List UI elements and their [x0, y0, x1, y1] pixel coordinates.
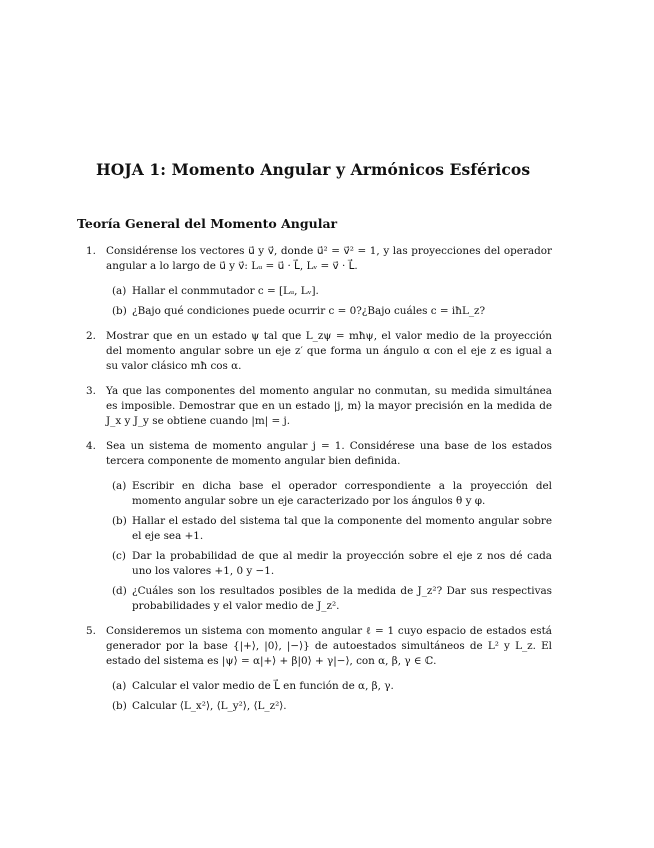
subproblem-label: (a)	[112, 680, 127, 692]
problem-4	[86, 439, 552, 614]
subproblem-label: (a)	[112, 480, 127, 492]
problem-number: 4.	[86, 440, 96, 452]
subproblem-label: (b)	[112, 305, 127, 317]
problem-5	[86, 624, 552, 714]
subproblem-5b	[112, 699, 552, 714]
subproblem-label: (c)	[112, 550, 126, 562]
subproblem-text: Dar la probabilidad de que al medir la proyección sobre el eje z nos dé cada uno los valores +1, 0 y −1.	[132, 550, 552, 577]
subproblem-list	[106, 284, 552, 319]
subproblem-text: Hallar el estado del sistema tal que la componente del momento angular sobre el eje sea +1.	[132, 515, 552, 542]
subproblem-4c	[112, 549, 552, 579]
problem-list	[86, 244, 552, 724]
problem-number: 2.	[86, 330, 96, 342]
problem-number: 1.	[86, 245, 96, 257]
subproblem-text: Hallar el conmmutador c = [Lᵤ, Lᵥ].	[132, 285, 319, 297]
problem-3	[86, 384, 552, 429]
subproblem-label: (b)	[112, 515, 127, 527]
subproblem-1a	[112, 284, 552, 299]
subproblem-text: Calcular ⟨L_x²⟩, ⟨L_y²⟩, ⟨L_z²⟩.	[132, 700, 287, 712]
subproblem-label: (b)	[112, 700, 127, 712]
subproblem-4b	[112, 514, 552, 544]
subproblem-text: Escribir en dicha base el operador correspondiente a la proyección del momento angular sobre un eje caracterizado por los ángulos θ y φ.	[132, 480, 552, 507]
page-title: HOJA 1: Momento Angular y Armónicos Esféricos	[96, 160, 531, 179]
section-title: Teoría General del Momento Angular	[77, 216, 338, 231]
problem-number: 3.	[86, 385, 96, 397]
problem-text: Sea un sistema de momento angular j = 1. Considérese una base de los estados tercera componente de momento angular bien definida.	[106, 440, 552, 467]
subproblem-text: Calcular el valor medio de L⃗ en función de α, β, γ.	[132, 680, 394, 692]
subproblem-4d	[112, 584, 552, 614]
subproblem-list	[106, 479, 552, 614]
problem-2	[86, 329, 552, 374]
subproblem-label: (a)	[112, 285, 127, 297]
problem-number: 5.	[86, 625, 96, 637]
subproblem-5a	[112, 679, 552, 694]
subproblem-4a	[112, 479, 552, 509]
problem-text: Consideremos un sistema con momento angular ℓ = 1 cuyo espacio de estados está generador por la base {|+⟩, |0⟩, |−⟩} de autoestados simultáneos de L² y L_z. El estado del sistema es |ψ⟩ = α|+⟩ + β|0⟩ + γ|−⟩, con α, β, γ ∈ ℂ.	[106, 625, 552, 667]
subproblem-text: ¿Cuáles son los resultados posibles de la medida de J_z²? Dar sus respectivas probabilidades y el valor medio de J_z².	[132, 585, 552, 612]
problem-text: Considérense los vectores u⃗ y v⃗, donde u⃗² = v⃗² = 1, y las proyecciones del operador angular a lo largo de u⃗ y v⃗: Lᵤ = u⃗ · L⃗, Lᵥ = v⃗ · L⃗.	[106, 245, 552, 272]
problem-1	[86, 244, 552, 319]
problem-text: Ya que las componentes del momento angular no conmutan, su medida simultánea es imposible. Demostrar que en un estado |j, m⟩ la mayor precisión en la medida de J_x y J_y se obtiene cuando |m| = j.	[106, 385, 552, 427]
problem-text: Mostrar que en un estado ψ tal que L_zψ = mħψ, el valor medio de la proyección del momento angular sobre un eje z′ que forma un ángulo α con el eje z es igual a su valor clásico mħ cos α.	[106, 330, 552, 372]
subproblem-label: (d)	[112, 585, 127, 597]
subproblem-list	[106, 679, 552, 714]
subproblem-text: ¿Bajo qué condiciones puede ocurrir c = 0?¿Bajo cuáles c = iħL_z?	[132, 305, 486, 317]
subproblem-1b	[112, 304, 552, 319]
